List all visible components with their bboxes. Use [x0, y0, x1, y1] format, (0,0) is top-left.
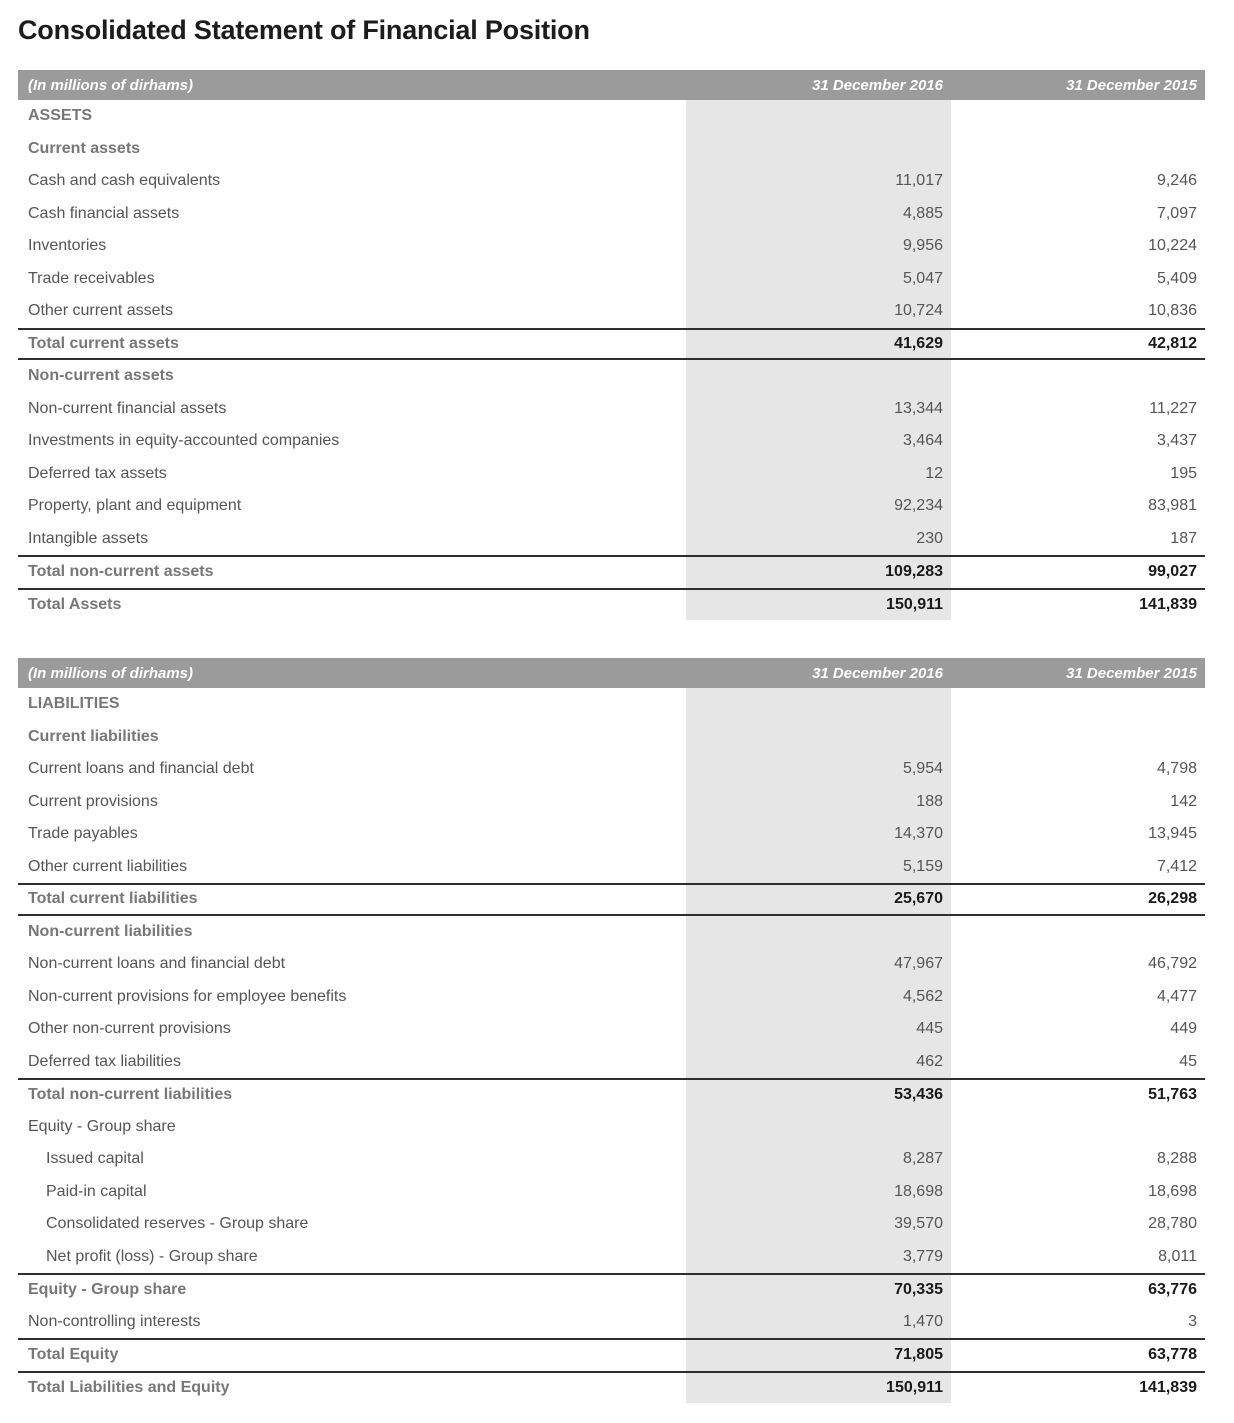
value-2016: 4,562 [686, 981, 951, 1014]
assets-table-body [18, 100, 1205, 620]
table-row [18, 981, 1205, 1014]
row-label: Net profit (loss) - Group share [46, 1247, 258, 1265]
value-2016: 25,670 [686, 885, 951, 914]
value-2015 [951, 100, 1205, 133]
row-label: Property, plant and equipment [28, 497, 242, 515]
value-2016: 8,287 [686, 1143, 951, 1176]
table-row [18, 588, 1205, 621]
table-row [18, 198, 1205, 231]
table-row [18, 1046, 1205, 1079]
row-label: Other non-current provisions [28, 1020, 231, 1038]
row-label: Trade payables [28, 825, 138, 843]
table-row [18, 916, 1205, 949]
liabilities-table [18, 658, 1205, 1403]
row-label: Current provisions [28, 792, 158, 810]
row-label: Current assets [28, 139, 141, 157]
value-2015 [951, 133, 1205, 166]
table-row [18, 133, 1205, 166]
table-row [18, 393, 1205, 426]
row-label: Total Equity [28, 1346, 119, 1364]
row-label: Investments in equity-accounted companies [28, 432, 340, 450]
table-row [18, 100, 1205, 133]
value-2015: 11,227 [1149, 399, 1197, 417]
table-row [18, 688, 1205, 721]
value-2016 [686, 133, 951, 166]
table-row [18, 753, 1205, 786]
row-label: Consolidated reserves - Group share [46, 1215, 309, 1233]
row-label: Non-current liabilities [28, 922, 193, 940]
row-label: Total current liabilities [28, 890, 198, 908]
value-2016 [686, 1111, 951, 1144]
column-header-2015: 31 December 2015 [1066, 76, 1197, 94]
value-2016: 188 [686, 786, 951, 819]
value-2015: 26,298 [1148, 890, 1197, 908]
value-2015: 46,792 [1148, 955, 1197, 973]
value-2016: 4,885 [686, 198, 951, 231]
row-label: Current loans and financial debt [28, 760, 254, 778]
row-label: Total Liabilities and Equity [28, 1378, 230, 1396]
column-header-2016: 31 December 2016 [812, 76, 943, 94]
table-row [18, 1338, 1205, 1371]
value-2016: 3,464 [686, 425, 951, 458]
table-row [18, 230, 1205, 263]
value-2016: 230 [686, 523, 951, 556]
row-label: Total Assets [28, 595, 122, 613]
value-2015: 10,836 [1148, 302, 1197, 320]
table-row [18, 523, 1205, 556]
value-2016: 445 [686, 1013, 951, 1046]
value-2016: 47,967 [686, 948, 951, 981]
table-row [18, 818, 1205, 851]
table-row [18, 1111, 1205, 1144]
value-2016: 13,344 [686, 393, 951, 426]
value-2015: 8,011 [1158, 1247, 1197, 1265]
value-2015: 142 [1170, 792, 1197, 810]
table-row [18, 851, 1205, 884]
value-2015: 195 [1170, 464, 1197, 482]
row-label: Deferred tax liabilities [28, 1052, 181, 1070]
value-2016: 41,629 [686, 330, 951, 359]
value-2016: 109,283 [686, 557, 951, 588]
row-label: Other current liabilities [28, 857, 188, 875]
table-row [18, 328, 1205, 361]
value-2015: 9,246 [1156, 172, 1197, 190]
value-2016: 3,779 [686, 1241, 951, 1274]
value-2015 [951, 916, 1205, 949]
row-label: Cash financial assets [28, 204, 180, 222]
table-row [18, 490, 1205, 523]
value-2016: 9,956 [686, 230, 951, 263]
value-2015: 141,839 [1139, 1378, 1197, 1396]
table-row [18, 165, 1205, 198]
table-row [18, 1273, 1205, 1306]
value-2015: 449 [1170, 1020, 1197, 1038]
assets-table [18, 70, 1205, 620]
table-row [18, 1306, 1205, 1339]
value-2015 [951, 360, 1205, 393]
value-2016: 12 [686, 458, 951, 491]
table-row [18, 786, 1205, 819]
value-2016: 5,159 [686, 851, 951, 884]
value-2016: 150,911 [686, 1373, 951, 1404]
table-row [18, 721, 1205, 754]
value-2016: 70,335 [686, 1275, 951, 1306]
table-row [18, 263, 1205, 296]
table-row [18, 1143, 1205, 1176]
column-header-2016: 31 December 2016 [812, 664, 943, 682]
value-2015: 4,477 [1156, 987, 1197, 1005]
value-2015 [951, 721, 1205, 754]
table-row [18, 1208, 1205, 1241]
value-2015 [951, 688, 1205, 721]
value-2016: 14,370 [686, 818, 951, 851]
table-row [18, 295, 1205, 328]
row-label: Equity - Group share [28, 1281, 187, 1299]
value-2015: 8,288 [1156, 1150, 1197, 1168]
table-row [18, 1241, 1205, 1274]
value-2016 [686, 688, 951, 721]
liabilities-table-body [18, 688, 1205, 1403]
page-title: Consolidated Statement of Financial Position [18, 15, 590, 45]
table-row [18, 1176, 1205, 1209]
value-2015: 18,698 [1148, 1182, 1197, 1200]
table-row [18, 883, 1205, 916]
value-2015: 83,981 [1148, 497, 1197, 515]
value-2015: 4,798 [1156, 760, 1197, 778]
value-2016 [686, 100, 951, 133]
row-label: Deferred tax assets [28, 464, 167, 482]
value-2015: 10,224 [1148, 237, 1197, 255]
table-row [18, 360, 1205, 393]
table-row [18, 425, 1205, 458]
row-label: Intangible assets [28, 529, 149, 547]
row-label: Non-current loans and financial debt [28, 955, 286, 973]
value-2015: 7,097 [1156, 204, 1197, 222]
row-label: LIABILITIES [28, 695, 120, 713]
row-label: Equity - Group share [28, 1117, 176, 1135]
row-label: Total non-current assets [28, 563, 214, 581]
value-2016: 5,047 [686, 263, 951, 296]
column-header-2015: 31 December 2015 [1066, 664, 1197, 682]
value-2015: 45 [1179, 1052, 1197, 1070]
liabilities-table-header-row [18, 658, 1205, 688]
value-2016: 39,570 [686, 1208, 951, 1241]
value-2016: 11,017 [686, 165, 951, 198]
units-label: (In millions of dirhams) [28, 76, 194, 94]
table-row [18, 1013, 1205, 1046]
table-row [18, 555, 1205, 588]
value-2015: 51,763 [1148, 1086, 1197, 1104]
row-label: Total non-current liabilities [28, 1086, 233, 1104]
value-2015: 141,839 [1139, 595, 1197, 613]
row-label: Inventories [28, 237, 107, 255]
table-row [18, 1371, 1205, 1404]
value-2015: 5,409 [1156, 269, 1197, 287]
value-2015: 13,945 [1148, 825, 1197, 843]
value-2015: 42,812 [1148, 334, 1197, 352]
value-2016: 18,698 [686, 1176, 951, 1209]
value-2016 [686, 721, 951, 754]
value-2016 [686, 360, 951, 393]
table-row [18, 458, 1205, 491]
table-row [18, 948, 1205, 981]
value-2015: 7,412 [1156, 857, 1197, 875]
value-2016: 92,234 [686, 490, 951, 523]
value-2016: 1,470 [686, 1306, 951, 1339]
value-2016: 71,805 [686, 1340, 951, 1371]
value-2015: 187 [1170, 529, 1197, 547]
value-2016: 150,911 [686, 590, 951, 621]
value-2015: 63,778 [1148, 1346, 1197, 1364]
table-row [18, 1078, 1205, 1111]
value-2015 [951, 1111, 1205, 1144]
row-label: Non-current financial assets [28, 399, 227, 417]
row-label: ASSETS [28, 107, 93, 125]
row-label: Trade receivables [28, 269, 155, 287]
row-label: Current liabilities [28, 727, 159, 745]
value-2015: 28,780 [1148, 1215, 1197, 1233]
value-2016: 53,436 [686, 1080, 951, 1111]
row-label: Cash and cash equivalents [28, 172, 221, 190]
row-label: Paid-in capital [46, 1182, 147, 1200]
row-label: Total current assets [28, 334, 179, 352]
value-2015: 63,776 [1148, 1281, 1197, 1299]
value-2015: 3,437 [1156, 432, 1197, 450]
value-2016: 462 [686, 1046, 951, 1079]
row-label: Non-current assets [28, 367, 174, 385]
row-label: Other current assets [28, 302, 173, 320]
row-label: Non-controlling interests [28, 1312, 201, 1330]
row-label: Issued capital [46, 1150, 144, 1168]
value-2015: 3 [1188, 1312, 1197, 1330]
value-2016: 5,954 [686, 753, 951, 786]
assets-table-header-row [18, 70, 1205, 100]
row-label: Non-current provisions for employee benefits [28, 987, 347, 1005]
value-2015: 99,027 [1148, 563, 1197, 581]
value-2016: 10,724 [686, 295, 951, 328]
units-label: (In millions of dirhams) [28, 664, 194, 682]
value-2016 [686, 916, 951, 949]
